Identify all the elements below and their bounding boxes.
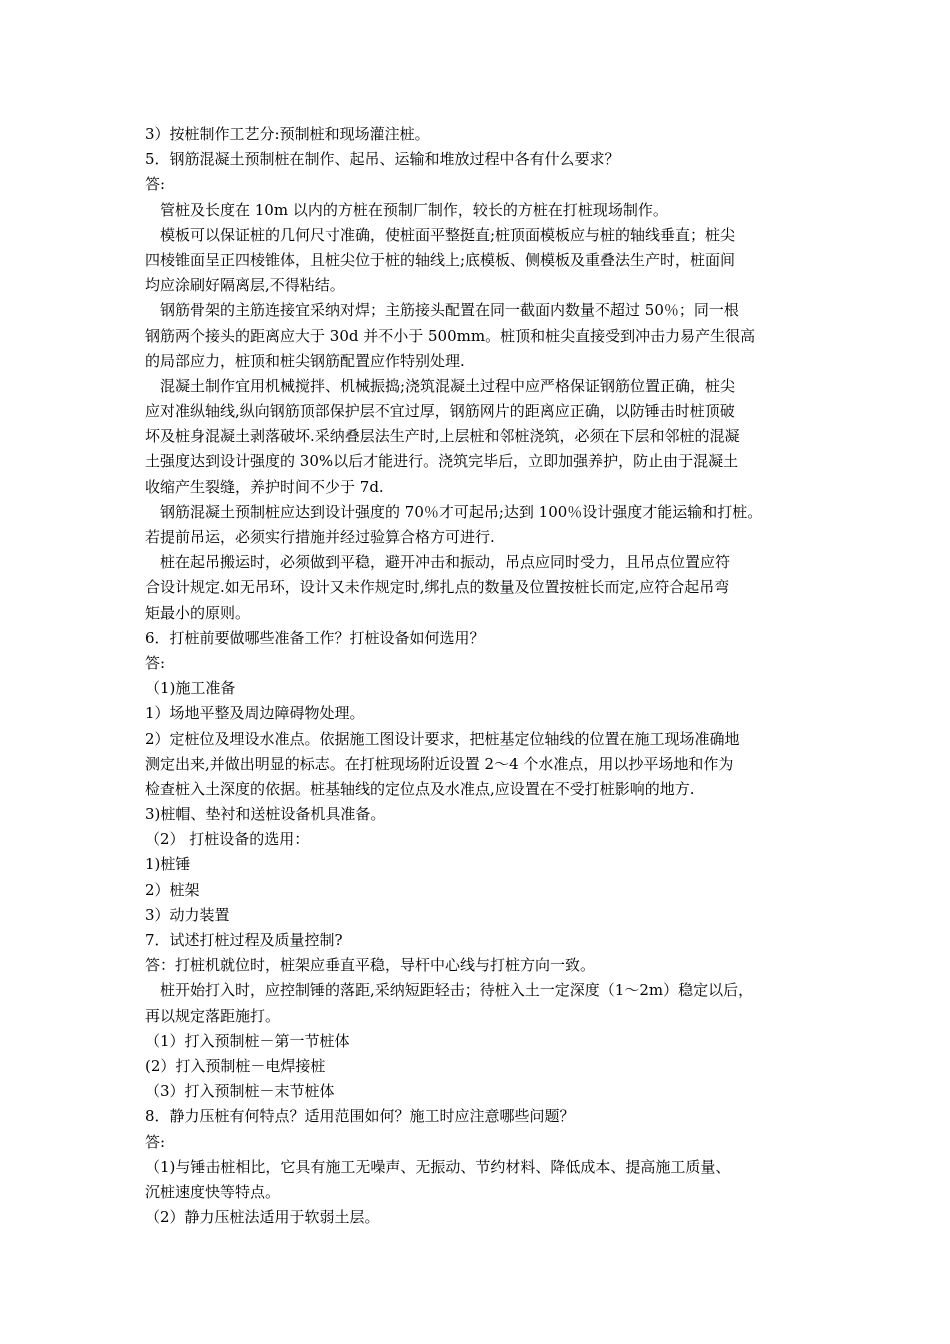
text-line: 合设计规定.如无吊环，设计又未作规定时,绑扎点的数量及位置按桩长而定,应符合起吊弯	[145, 578, 730, 597]
text-line: （2）静力压桩法适用于软弱土层。	[145, 1208, 380, 1227]
text-line: 1)桩锤	[145, 855, 191, 874]
text-line: 1）场地平整及周边障碍物处理。	[145, 704, 365, 723]
text-line: （2） 打桩设备的选用：	[145, 830, 310, 849]
text-line: 收缩产生裂缝，养护时间不少于 7d.	[145, 477, 384, 496]
text-line: 钢筋骨架的主筋连接宜采纳对焊；主筋接头配置在同一截面内数量不超过 50％；同一根	[160, 301, 739, 320]
text-line: 答：打桩机就位时，桩架应垂直平稳，导杆中心线与打桩方向一致。	[145, 956, 596, 975]
text-line: 3）动力装置	[145, 905, 230, 924]
text-line: 模板可以保证桩的几何尺寸准确，使桩面平整挺直;桩顶面模板应与桩的轴线垂直；桩尖	[160, 225, 736, 244]
text-line: 检查桩入土深度的依据。桩基轴线的定位点及水准点,应设置在不受打桩影响的地方.	[145, 779, 695, 798]
text-line: （1)与锤击桩相比，它具有施工无噪声、无振动、节约材料、降低成本、提高施工质量、	[145, 1157, 731, 1176]
text-line: （1)施工准备	[145, 679, 236, 698]
text-line: 桩在起吊搬运时，必须做到平稳，避开冲击和振动，吊点应同时受力，且吊点位置应符	[160, 553, 731, 572]
text-line: 混凝土制作宜用机械搅拌、机械振捣;浇筑混凝土过程中应严格保证钢筋位置正确，桩尖	[160, 376, 736, 395]
text-line: 钢筋两个接头的距离应大于 30d 并不小于 500mm。桩顶和桩尖直接受到冲击力易产生很高	[145, 326, 756, 345]
text-line: 土强度达到设计强度的 30%以后才能进行。浇筑完毕后，立即加强养护，防止由于混凝土	[145, 452, 739, 471]
text-line: 若提前吊运，必须实行措施并经过验算合格方可进行.	[145, 528, 495, 546]
text-line: （3）打入预制桩－末节桩体	[145, 1082, 335, 1101]
text-line: 钢筋混凝土预制桩应达到设计强度的 70％才可起吊;达到 100％设计强度才能运输和打桩。	[160, 502, 763, 521]
text-line: 管桩及长度在 10m 以内的方桩在预制厂制作，较长的方桩在打桩现场制作。	[160, 200, 668, 219]
text-line: 再以规定落距施打。	[145, 1006, 281, 1025]
text-line: 均应涂刷好隔离层,不得粘结。	[145, 276, 345, 295]
text-line: （1）打入预制桩－第一节桩体	[145, 1031, 350, 1050]
text-line: 7．试述打桩过程及质量控制?	[145, 931, 343, 949]
text-line: 坏及桩身混凝土剥落破坏.采纳叠层法生产时,上层桩和邻桩浇筑，必须在下层和邻桩的混凝	[145, 427, 740, 446]
text-line: 答:	[145, 1132, 166, 1151]
text-line: 2）桩架	[145, 880, 200, 899]
text-line: 沉桩速度快等特点。	[145, 1182, 281, 1201]
document-page	[145, 122, 825, 1230]
text-line: 的局部应力，桩顶和桩尖钢筋配置应作特别处理.	[145, 351, 465, 370]
text-line: 答:	[145, 175, 166, 194]
text-line: 3)桩帽、垫衬和送桩设备机具准备。	[145, 805, 386, 824]
text-line: 四棱锥面呈正四棱锥体，且桩尖位于桩的轴线上;底模板、侧模板及重叠法生产时，桩面间	[145, 250, 736, 269]
text-line: 矩最小的原则。	[145, 603, 251, 622]
text-line: 测定出来,并做出明显的标志。在打桩现场附近设置 2～4 个水准点，用以抄平场地和作为	[145, 754, 734, 773]
text-line: 8．静力压桩有何特点？适用范围如何？施工时应注意哪些问题？	[145, 1107, 575, 1126]
text-line: 2）定桩位及埋设水准点。依据施工图设计要求，把桩基定位轴线的位置在施工现场准确地	[145, 729, 740, 748]
text-line: 3）按桩制作工艺分:预制桩和现场灌注桩。	[145, 125, 430, 143]
text-line: 应对准纵轴线,纵向钢筋顶部保护层不宜过厚，钢筋网片的距离应正确，以防锤击时桩顶破	[145, 402, 735, 421]
text-line: 6．打桩前要做哪些准备工作？打桩设备如何选用？	[145, 628, 485, 647]
text-line: (2）打入预制桩－电焊接桩	[145, 1056, 326, 1075]
text-line: 5．钢筋混凝土预制桩在制作、起吊、运输和堆放过程中各有什么要求？	[145, 150, 620, 169]
text-line: 桩开始打入时，应控制锤的落距,采纳短距轻击；待桩入土一定深度（1～2m）稳定以后，	[160, 981, 754, 1000]
text-line: 答:	[145, 653, 166, 672]
